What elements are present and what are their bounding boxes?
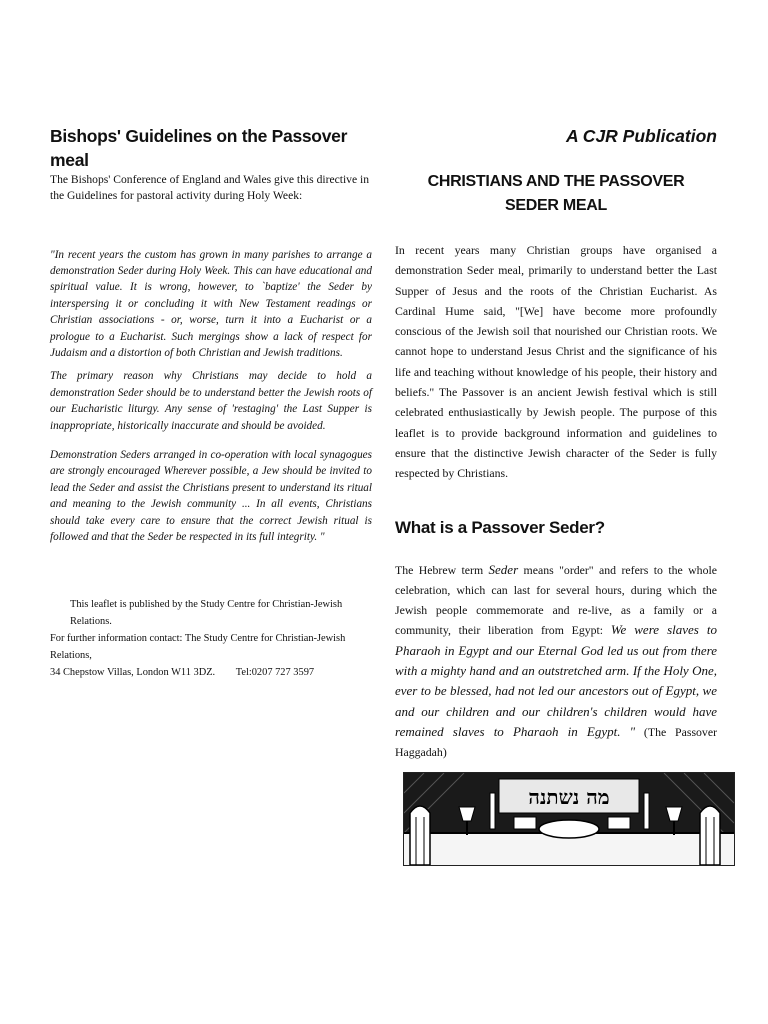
leaflet-title-line-2: SEDER MEAL bbox=[505, 197, 607, 214]
seder-term: Seder bbox=[488, 561, 519, 577]
left-column bbox=[50, 124, 372, 681]
right-column bbox=[395, 124, 717, 763]
leaflet-title bbox=[395, 170, 717, 218]
seder-paragraph-mid: means "order" and refers to the whole celebration, which can last for several hours, during which the Jewish people commemorate and re-live, as a family or a community, their liberation from Egypt: bbox=[395, 562, 717, 638]
intro-paragraph: In recent years many Christian groups have organised a demonstration Seder meal, primarily to understand better the Last Supper of Jesus and the roots of the Christian Eucharist. As Cardinal Hume said, "[We] have become more profoundly conscious of the Jewish soil that nourished our Christian roots. We cannot hope to understand Jesus Christ and the significance of his life and teaching without knowledge of his people, their history and beliefs." The Passover is an ancient Jewish festival which is still celebrated enthusiastically by Jewish people. The purpose of this leaflet is to provide background information and guidelines to ensure that the distinctive Jewish character of the Seder is fully respected by Christians. bbox=[395, 243, 717, 481]
guidelines-quote-2: The primary reason why Christians may decide to hold a demonstration Seder should be to understand better the Jewish roots of our Eucharistic liturgy. Any sense of 'restaging' the Last Supper is inappropriate, historically inaccurate and should be avoided. bbox=[50, 370, 372, 432]
candle-icon bbox=[490, 793, 495, 829]
book-icon bbox=[514, 817, 536, 829]
seder-paragraph bbox=[395, 560, 717, 763]
guidelines-intro: The Bishops' Conference of England and Wales give this directive in the Guidelines for pastoral activity during Holy Week: bbox=[50, 173, 370, 202]
guidelines-title: Bishops' Guidelines on the Passover meal bbox=[50, 126, 348, 170]
publisher-footer bbox=[50, 596, 372, 681]
section-heading: What is a Passover Seder? bbox=[395, 517, 605, 537]
candle-icon bbox=[644, 793, 649, 829]
publication-label: A CJR Publication bbox=[565, 126, 717, 146]
seder-paragraph-start: The Hebrew term bbox=[395, 562, 489, 577]
seder-paragraph-end: (The Passover Haggadah) bbox=[395, 724, 717, 760]
seder-table-drawing bbox=[404, 773, 734, 865]
guidelines-quote-1: "In recent years the custom has grown in many parishes to arrange a demonstration Seder during Holy Week. This can have educational and spiritual value. It is wrong, however, to `baptize' the Seder by interspersing it or concluding it with New Testament readings or Christian associations - or, worse, turn it into a Eucharist or a prologue to a Eucharist. Such mergings show a lack of respect for Judaism and a distortion of both Christian and Jewish traditions. bbox=[50, 248, 372, 360]
haggadah-quote: We were slaves to Pharaoh in Egypt and our Eternal God led us out from there with a mighty hand and an outstretched arm. If the Holy One, ever to be blessed, had not led our ancestors out of Egypt, we and our children and our children's children would have remained slaves to Pharaoh in Egypt. " bbox=[395, 622, 717, 739]
footer-line-1: This leaflet is published by the Study Centre for Christian-Jewish Relations. bbox=[70, 598, 343, 627]
book-icon bbox=[608, 817, 630, 829]
seder-table-illustration bbox=[403, 772, 735, 866]
chair-icon bbox=[410, 806, 430, 865]
footer-line-2: For further information contact: The Study Centre for Christian-Jewish Relations, bbox=[50, 632, 346, 661]
leaflet-title-line-1: CHRISTIANS AND THE PASSOVER bbox=[427, 173, 685, 190]
footer-line-3: 34 Chepstow Villas, London W11 3DZ. Tel:0207 727 3597 bbox=[50, 666, 315, 678]
chair-icon bbox=[700, 806, 720, 865]
guidelines-quote-3: Demonstration Seders arranged in co-operation with local synagogues are strongly encouraged Wherever possible, a Jew should be invited to lead the Seder and assist the Christians present to understand its ritual and meaning to the Jewish community ... In all events, Christians should take every care to ensure that the correct Jewish ritual is followed and that the Seder be respected in its full integrity. " bbox=[50, 449, 372, 544]
banner-hebrew-text: מה נשתנה bbox=[528, 785, 610, 809]
seder-plate-icon bbox=[539, 820, 599, 838]
